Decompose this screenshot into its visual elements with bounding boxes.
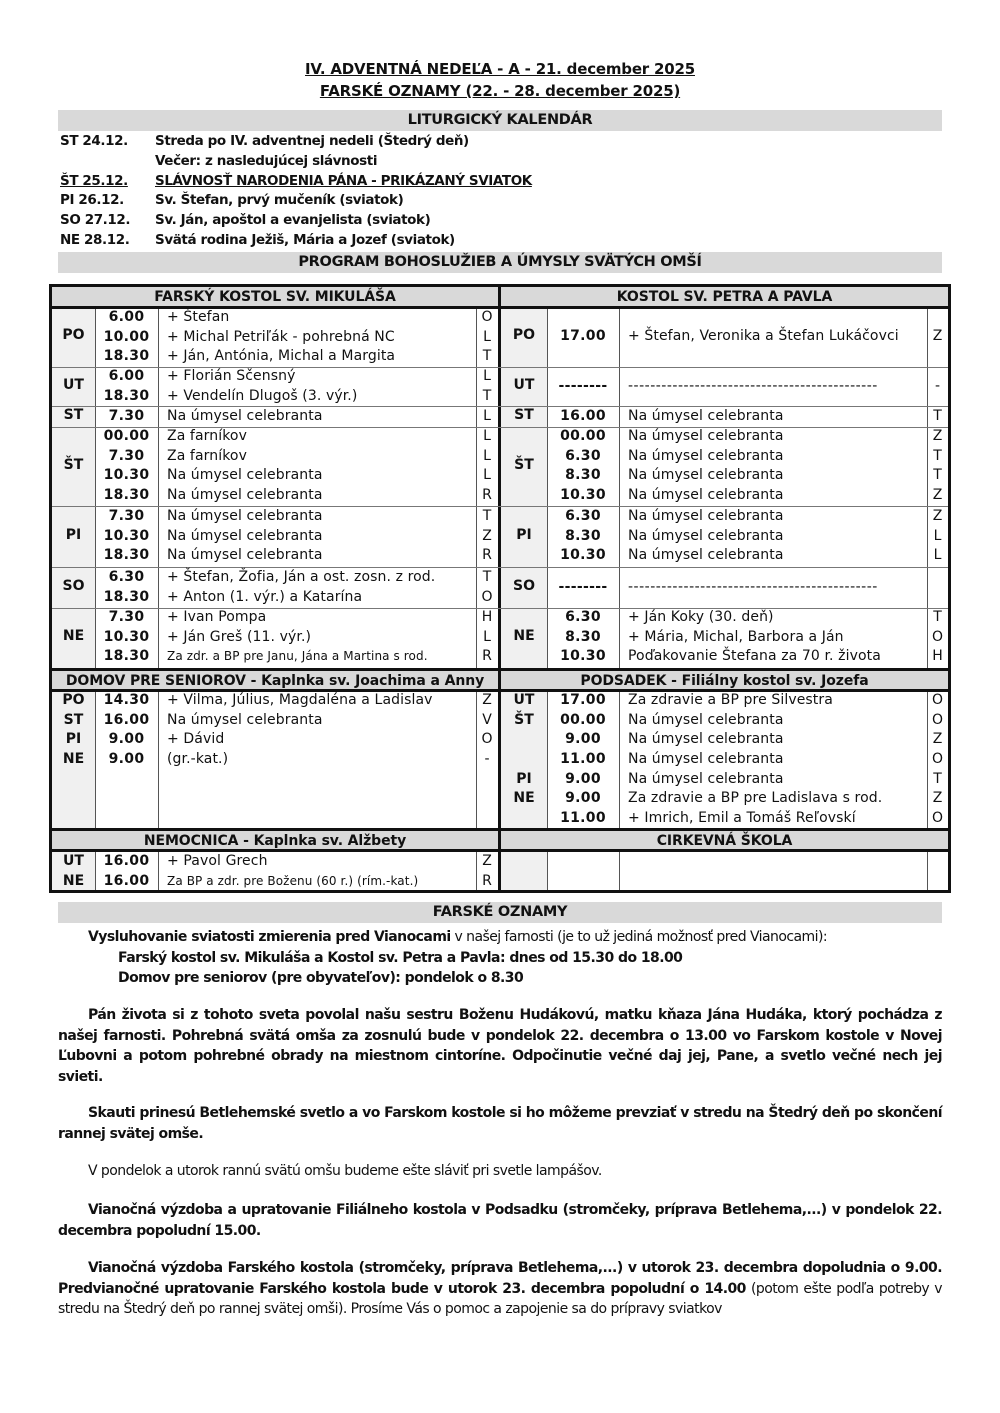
mass-times: 17.00 00.00 9.00 11.00 9.00 9.00 11.00 [560, 692, 606, 827]
celebrant-codes: Z V O - [481, 692, 493, 768]
confession-lead: Vysluhovanie sviatosti zmierenia pred Vianocami [88, 929, 451, 945]
celebrant-codes: L T [482, 368, 492, 404]
day-label: SO [62, 578, 85, 594]
day-label: PO [512, 327, 536, 343]
announcement-funeral: Pán života si z tohoto sveta povolal našu sestru Boženu Hudákovú, matku kňaza Jána Hudáka, ktorý pochádza z našej farnosti. Pohrebná svätá omša za zosnulú bude v pondelok 22. decembra o 13.00 vo Farskom kostole v Novej Ľubovni a potom pohrebné obrady na miestnom cintoríne. Odpočinutie večné daj jej, Pane, a svetlo večné nech jej svieti. [58, 1007, 942, 1085]
announcements-heading: FARSKÉ OZNAMY [58, 902, 942, 923]
page-subtitle: FARSKÉ OZNAMY (22. - 28. december 2025) [319, 82, 681, 100]
col-divider [547, 852, 548, 890]
nemocnica-header: NEMOCNICA - Kaplnka sv. Alžbety [52, 828, 498, 852]
calendar-text: Sv. Ján, apoštol a evanjelista (sviatok) [155, 212, 431, 228]
mass-times: -------- [558, 378, 608, 394]
calendar-date: PI 26.12. [60, 192, 124, 208]
petra-pavla-header: KOSTOL SV. PETRA A PAVLA [501, 287, 948, 309]
calendar-text: Svätá rodina Ježiš, Mária a Jozef (sviatok) [155, 232, 455, 248]
day-labels: UT ŠT PI NE [513, 692, 535, 807]
day-label: SO [513, 578, 535, 594]
mass-times: -------- [558, 579, 608, 595]
mass-intentions: --------------------------------------------- [628, 378, 878, 394]
mass-times: 7.30 [108, 408, 145, 424]
day-label: ST [63, 407, 84, 423]
mass-times: 6.30 8.30 10.30 [560, 609, 606, 665]
celebrant-codes: H L R [481, 609, 493, 665]
day-label: NE [62, 628, 85, 644]
mass-intentions: Na úmysel celebranta Na úmysel celebranta Na úmysel celebranta Na úmysel celebranta [628, 428, 784, 504]
liturgical-calendar-heading: LITURGICKÝ KALENDÁR [58, 110, 942, 131]
calendar-date: ST 24.12. [60, 133, 128, 149]
mass-intentions: + Štefan, Veronika a Štefan Lukáčovci [628, 328, 899, 344]
day-column-bg [501, 307, 547, 668]
mass-intentions: Na úmysel celebranta [628, 408, 784, 424]
col-divider [619, 692, 620, 828]
program-heading: PROGRAM BOHOSLUŽIEB A ÚMYSLY SVÄTÝCH OMŠÍ [58, 252, 942, 273]
mass-times: 6.30 18.30 [103, 569, 150, 605]
confession-notice [58, 927, 942, 989]
mass-intentions: Za farníkov Za farníkov Na úmysel celebranta Na úmysel celebranta [167, 428, 323, 504]
mass-times: 16.00 [560, 408, 606, 424]
confession-schedule-2: Domov pre seniorov (pre obyvateľov): pondelok o 8.30 [118, 970, 524, 986]
mass-times: 6.00 18.30 [103, 368, 150, 404]
celebrant-codes: L [483, 408, 491, 424]
celebrant-codes: T Z R [482, 508, 492, 564]
day-label: UT [63, 377, 84, 393]
col-divider [927, 852, 928, 890]
col-divider [619, 309, 620, 668]
day-label: UT [513, 377, 535, 393]
calendar-date: SO 27.12. [60, 212, 131, 228]
day-label: ST [514, 407, 534, 423]
celebrant-codes: - [934, 378, 941, 394]
day-column-bg [501, 852, 547, 890]
mass-times: 7.30 10.30 18.30 [103, 508, 150, 564]
day-label: PI [65, 527, 82, 543]
col-divider [619, 852, 620, 890]
col-divider [158, 852, 159, 890]
celebrant-codes: T O [481, 569, 493, 605]
day-label: NE [513, 628, 535, 644]
calendar-date: ŠT 25.12. [60, 173, 128, 189]
celebrant-codes: Z L L [932, 508, 943, 564]
calendar-text: Sv. Štefan, prvý mučeník (sviatok) [155, 192, 404, 208]
mass-intentions: --------------------------------------------- [628, 579, 878, 595]
day-label: PI [516, 527, 532, 543]
celebrant-codes [927, 578, 948, 598]
celebrant-codes: O O Z O T Z O [931, 692, 944, 827]
col-divider [158, 692, 159, 828]
mass-times: 6.30 8.30 10.30 [560, 508, 606, 564]
celebrant-codes: Z [932, 328, 943, 344]
mass-times: 00.00 7.30 10.30 18.30 [103, 428, 150, 504]
mass-intentions: + Ivan Pompa + Ján Greš (11. výr.) Za zdr. a BP pre Janu, Jána a Martina s rod. [167, 609, 428, 664]
mass-intentions: Na úmysel celebranta [167, 408, 323, 424]
day-column-bg [52, 307, 95, 668]
mass-intentions: + Ján Koky (30. deň) + Mária, Michal, Barbora a Ján Poďakovanie Štefana za 70 r. života [628, 609, 881, 665]
mass-intentions: + Vilma, Július, Magdaléna a Ladislav Na úmysel celebranta + Dávid (gr.-kat.) [167, 692, 433, 768]
day-label: ŠT [63, 457, 84, 473]
mass-times: 14.30 16.00 9.00 9.00 [103, 692, 150, 768]
mass-intentions: + Štefan, Žofia, Ján a ost. zosn. z rod. + Anton (1. výr.) a Katarína [167, 569, 436, 605]
cirkevna-skola-header: CIRKEVNÁ ŠKOLA [501, 828, 948, 852]
mass-intentions: + Florián Sčensný + Vendelín Dlugoš (3. výr.) [167, 368, 358, 404]
mass-times: 6.00 10.00 18.30 [103, 309, 150, 365]
announcement-lanterns: V pondelok a utorok rannú svätú omšu budeme ešte sláviť pri svetle lampášov. [88, 1163, 602, 1179]
celebrant-codes: Z R [482, 853, 492, 889]
confession-lead-rest: v našej farnosti (je to už jediná možnosť pred Vianocami): [450, 929, 828, 945]
calendar-text: Streda po IV. adventnej nedeli (Štedrý deň) [155, 133, 469, 149]
calendar-text: SLÁVNOSŤ NARODENIA PÁNA - PRIKÁZANÝ SVIATOK [155, 173, 532, 189]
announcement-farsky-decoration: Vianočná výzdoba Farského kostola (stromčeky, príprava Betlehema,...) v utorok 23. decembra dopoludnia o 9.00. Predvianočné upratovanie Farského kostola bude v utorok 23. decembra popoludní o 14.00 (potom ešte podľa potreby v stredu na Štedrý deň po rannej svätej omši). Prosíme Vás o pomoc a zapojenie sa do prípravy sviatkov [58, 1260, 942, 1317]
mass-times: 16.00 16.00 [103, 853, 150, 889]
day-labels: UT NE [62, 853, 85, 889]
mass-intentions: + Štefan + Michal Petriľák - pohrebná NC + Ján, Antónia, Michal a Margita [167, 309, 396, 365]
calendar-text: Večer: z nasledujúcej slávnosti [155, 153, 378, 169]
mass-times: 00.00 6.30 8.30 10.30 [560, 428, 606, 504]
celebrant-codes: T O H [931, 609, 944, 665]
day-labels: PO ST PI NE [62, 692, 85, 768]
day-label: ŠT [514, 457, 534, 473]
mass-times: 7.30 10.30 18.30 [103, 609, 150, 665]
farsky-kostol-header: FARSKÝ KOSTOL SV. MIKULÁŠA [52, 287, 498, 309]
mass-intentions: + Pavol Grech Za BP a zdr. pre Boženu (60 r.) (rím.-kat.) [167, 853, 419, 888]
celebrant-codes: T [933, 408, 942, 424]
announcement-betlehem-light: Skauti prinesú Betlehemské svetlo a vo Farskom kostole si ho môžeme prevziať v stredu na Štedrý deň po skončení rannej svätej omše. [58, 1105, 942, 1142]
celebrant-codes: O L T [481, 309, 493, 365]
mass-intentions: Za zdravie a BP pre Silvestra Na úmysel celebranta Na úmysel celebranta Na úmysel celebranta Na úmysel celebranta Za zdravie a BP pre Ladislava s rod. + Imrich, Emil a Tomáš Reľovskí [628, 692, 883, 827]
col-divider [158, 309, 159, 668]
page-title: IV. ADVENTNÁ NEDEĽA - A - 21. december 2025 [305, 60, 695, 78]
celebrant-codes: L L L R [482, 428, 492, 504]
mass-intentions: Na úmysel celebranta Na úmysel celebranta Na úmysel celebranta [167, 508, 323, 564]
mass-intentions: Na úmysel celebranta Na úmysel celebranta Na úmysel celebranta [628, 508, 784, 564]
day-label: PO [62, 327, 85, 343]
announcement-podsadek-decoration: Vianočná výzdoba a upratovanie Filiálneho kostola v Podsadku (stromčeky, príprava Betlehema,...) v pondelok 22. decembra popoludní 15.00. [58, 1202, 942, 1239]
domov-seniorov-header: DOMOV PRE SENIOROV - Kaplnka sv. Joachima a Anny [52, 668, 498, 692]
calendar-date: NE 28.12. [60, 232, 130, 248]
podsadek-header: PODSADEK - Filiálny kostol sv. Jozefa [501, 668, 948, 692]
confession-schedule-1: Farský kostol sv. Mikuláša a Kostol sv. Petra a Pavla: dnes od 15.30 do 18.00 [118, 949, 683, 966]
celebrant-codes: Z T T Z [932, 428, 943, 504]
mass-times: 17.00 [560, 328, 606, 344]
